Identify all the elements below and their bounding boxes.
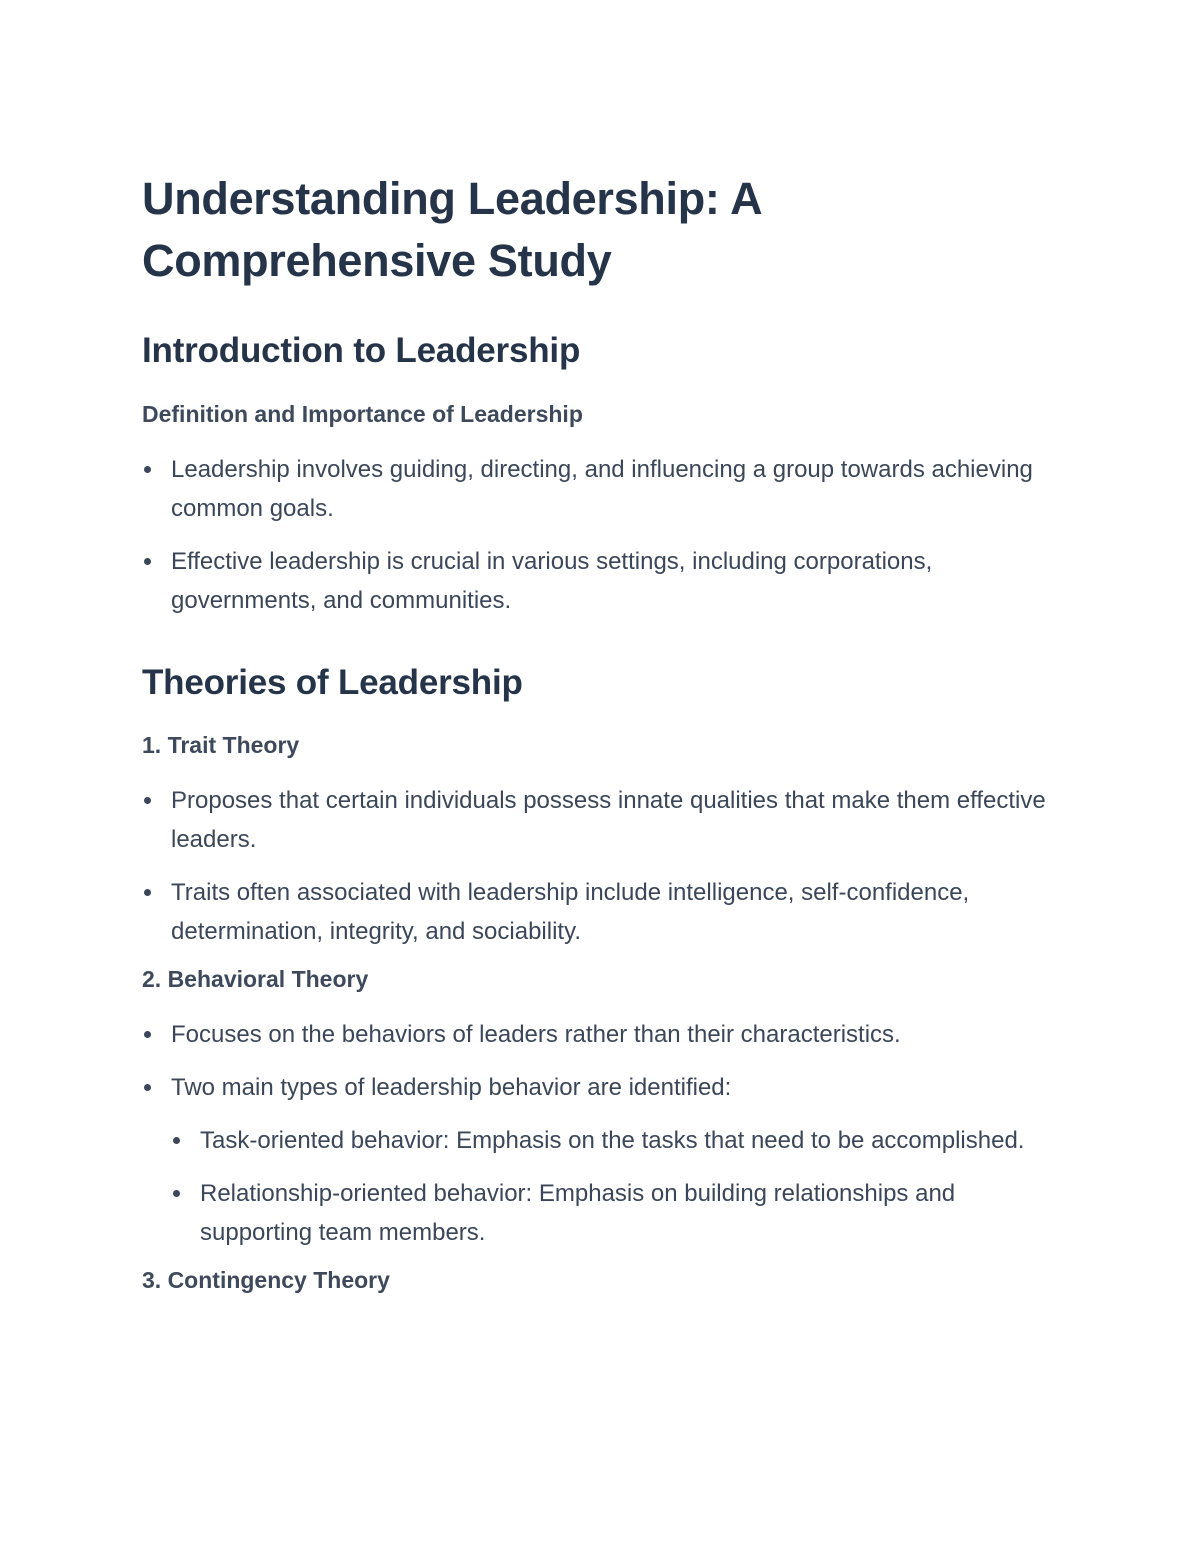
list-item	[142, 873, 1072, 951]
trait-bullet-list	[142, 781, 1072, 951]
document-title: Understanding Leadership: A Comprehensive Study	[142, 173, 761, 286]
list-item-text: Two main types of leadership behavior are identified:	[171, 1074, 732, 1101]
list-item	[142, 1015, 1072, 1054]
bullet-icon	[173, 1190, 180, 1197]
list-item-text: Relationship-oriented behavior: Emphasis on building relationships and supporting team members.	[200, 1180, 956, 1246]
list-item	[142, 1068, 1072, 1107]
list-item-text: Leadership involves guiding, directing, and influencing a group towards achieving common goals.	[171, 456, 1033, 522]
bullet-icon	[144, 797, 151, 804]
list-item-text: Traits often associated with leadership include intelligence, self-confidence, determination, integrity, and sociability.	[171, 879, 970, 945]
behavioral-bullet-list	[142, 1015, 1072, 1107]
list-item-text: Effective leadership is crucial in various settings, including corporations, governments, and communities.	[171, 548, 933, 614]
bullet-icon	[144, 1084, 151, 1091]
subheading-contingency-theory: 3. Contingency Theory	[142, 1267, 390, 1293]
bullet-icon	[173, 1137, 180, 1144]
list-item-text: Task-oriented behavior: Emphasis on the tasks that need to be accomplished.	[200, 1127, 1025, 1154]
behavioral-sub-bullet-list	[171, 1121, 1072, 1252]
subheading-definition: Definition and Importance of Leadership	[142, 401, 583, 427]
section-heading-introduction: Introduction to Leadership	[142, 331, 581, 370]
list-item	[171, 1174, 1072, 1252]
list-item	[142, 781, 1072, 859]
subheading-behavioral-theory: 2. Behavioral Theory	[142, 966, 369, 992]
list-item	[171, 1121, 1072, 1160]
list-item	[142, 450, 1072, 528]
document-page	[142, 168, 1072, 1295]
list-item-text: Focuses on the behaviors of leaders rather than their characteristics.	[171, 1021, 901, 1048]
intro-bullet-list	[142, 450, 1072, 620]
section-heading-theories: Theories of Leadership	[142, 663, 523, 702]
bullet-icon	[144, 889, 151, 896]
bullet-icon	[144, 558, 151, 565]
list-item-text: Proposes that certain individuals possess innate qualities that make them effective leaders.	[171, 787, 1046, 853]
subheading-trait-theory: 1. Trait Theory	[142, 732, 300, 758]
list-item	[142, 542, 1072, 620]
bullet-icon	[144, 466, 151, 473]
bullet-icon	[144, 1031, 151, 1038]
